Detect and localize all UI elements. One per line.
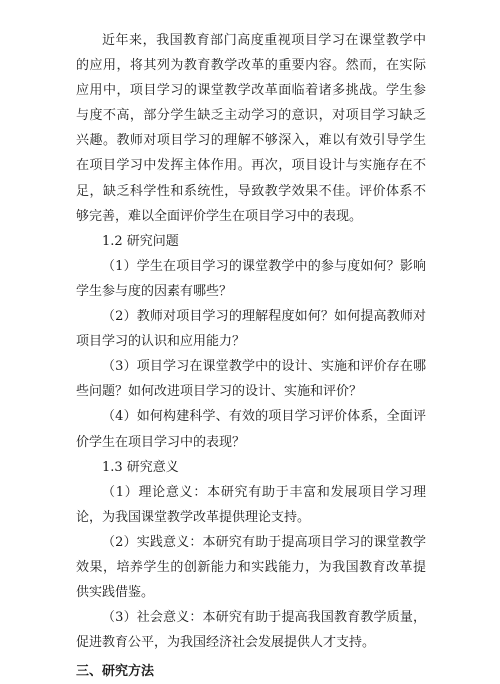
question-1: （1）学生在项目学习的课堂教学中的参与度如何？影响学生参与度的因素有哪些？ [76, 258, 426, 299]
question-2: （2）教师对项目学习的理解程度如何？如何提高教师对项目学习的认识和应用能力？ [76, 309, 426, 350]
question-3: （3）项目学习在课堂教学中的设计、实施和评价存在哪些问题？如何改进项目学习的设计、实施和评价？ [76, 359, 426, 400]
document-body [76, 28, 426, 684]
significance-practice: （2）实践意义：本研究有助于提高项目学习的课堂教学效果，培养学生的创新能力和实践能力，为我国教育改革提供实践借鉴。 [76, 534, 426, 601]
section-heading-research-methods: 三、研究方法 [76, 664, 155, 680]
subheading-research-questions: 1.2 研究问题 [102, 233, 179, 249]
intro-paragraph: 近年来，我国教育部门高度重视项目学习在课堂教学中的应用，将其列为教育教学改革的重要内容。然而，在实际应用中，项目学习的课堂教学改革面临着诸多挑战。学生参与度不高，部分学生缺乏主动学习的意识，对项目学习缺乏兴趣。教师对项目学习的理解不够深入，难以有效引导学生在项目学习中发挥主体作用。再次，项目设计与实施存在不足，缺乏科学性和系统性，导致教学效果不佳。评价体系不够完善，难以全面评价学生在项目学习中的表现。 [76, 33, 426, 224]
significance-society: （3）社会意义：本研究有助于提高我国教育教学质量，促进教育公平，为我国经济社会发展提供人才支持。 [76, 610, 426, 651]
question-4: （4）如何构建科学、有效的项目学习评价体系，全面评价学生在项目学习中的表现？ [76, 409, 426, 450]
subheading-research-significance: 1.3 研究意义 [102, 459, 179, 475]
significance-theory: （1）理论意义：本研究有助于丰富和发展项目学习理论，为我国课堂教学改革提供理论支持。 [76, 484, 426, 525]
